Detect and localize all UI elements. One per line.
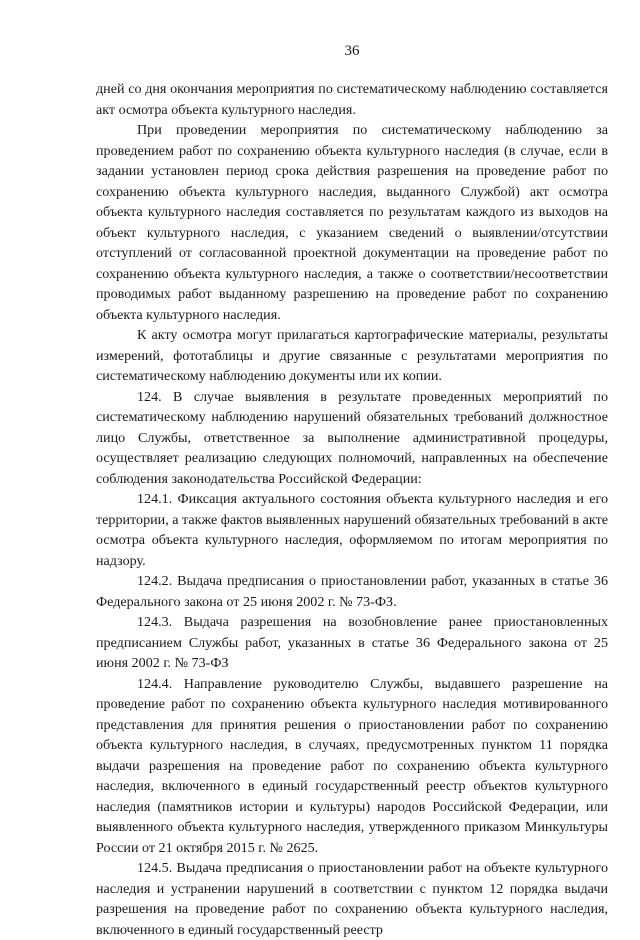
paragraph-clause-124-1: 124.1. Фиксация актуального состояния объекта культурного наследия и его территории, а также фактов выявленных нарушений обязательных требований в акте осмотра объекта культурного наследия, оформляемом по итогам мероприятия по надзору. [96,491,608,569]
paragraph-act-per-visit: При проведении мероприятия по систематическому наблюдению за проведением работ по сохранению объекта культурного наследия (в случае, если в задании установлен период срока действия разрешения на проведение работ по сохранению объекта культурного наследия, выданного Службой) акт осмотра объекта культурного наследия составляется по результатам каждого из выходов на объект культурного наследия, с указанием сведений о выявлении/отсутствии отступлений от согласованной проектной документации на проведение работ по сохранению объекта культурного наследия, а также о соответствии/несоответствии проводимых работ выданному разрешению на проведение работ по сохранению объекта культурного наследия. [96,122,608,323]
paragraph-clause-124: 124. В случае выявления в результате проведенных мероприятий по систематическому наблюдению нарушений обязательных требований должностное лицо Службы, ответственное за выполнение административной процедуры, осуществляет реализацию следующих полномочий, направленных на обеспечение соблюдения законодательства Российской Федерации: [96,388,608,487]
document-body [96,79,608,940]
paragraph-clause-124-3: 124.3. Выдача разрешения на возобновление ранее приостановленных предписанием Службы работ, указанных в статье 36 Федерального закона от 25 июня 2002 г. № 73-ФЗ [96,614,608,671]
paragraph-act-attachments: К акту осмотра могут прилагаться картографические материалы, результаты измерений, фототаблицы и другие связанные с результатами мероприятия по систематическому наблюдению документы или их копии. [96,327,608,384]
paragraph-clause-124-2: 124.2. Выдача предписания о приостановлении работ, указанных в статье 36 Федерального закона от 25 июня 2002 г. № 73-ФЗ. [96,573,608,610]
page-number: 36 [344,43,360,59]
paragraph-act-timing: дней со дня окончания мероприятия по систематическому наблюдению составляется акт осмотра объекта культурного наследия. [96,81,608,118]
paragraph-clause-124-4: 124.4. Направление руководителю Службы, выдавшего разрешение на проведение работ по сохранению объекта культурного наследия мотивированного представления для принятия решения о приостановлении работ по сохранению объекта культурного наследия, в случаях, предусмотренных пунктом 11 порядка выдачи разрешения на проведение работ по сохранению объекта культурного наследия, включенного в единый государственный реестр объектов культурного наследия (памятников истории и культуры) народов Российской Федерации, или выявленного объекта культурного наследия, утвержденного приказом Минкультуры России от 21 октября 2015 г. № 2625. [96,675,608,856]
paragraph-clause-124-5: 124.5. Выдача предписания о приостановлении работ на объекте культурного наследия и устранении нарушений в соответствии с пунктом 12 порядка выдачи разрешения на проведение работ по сохранению объекта культурного наследия, включенного в единый государственный реестр [96,860,608,938]
